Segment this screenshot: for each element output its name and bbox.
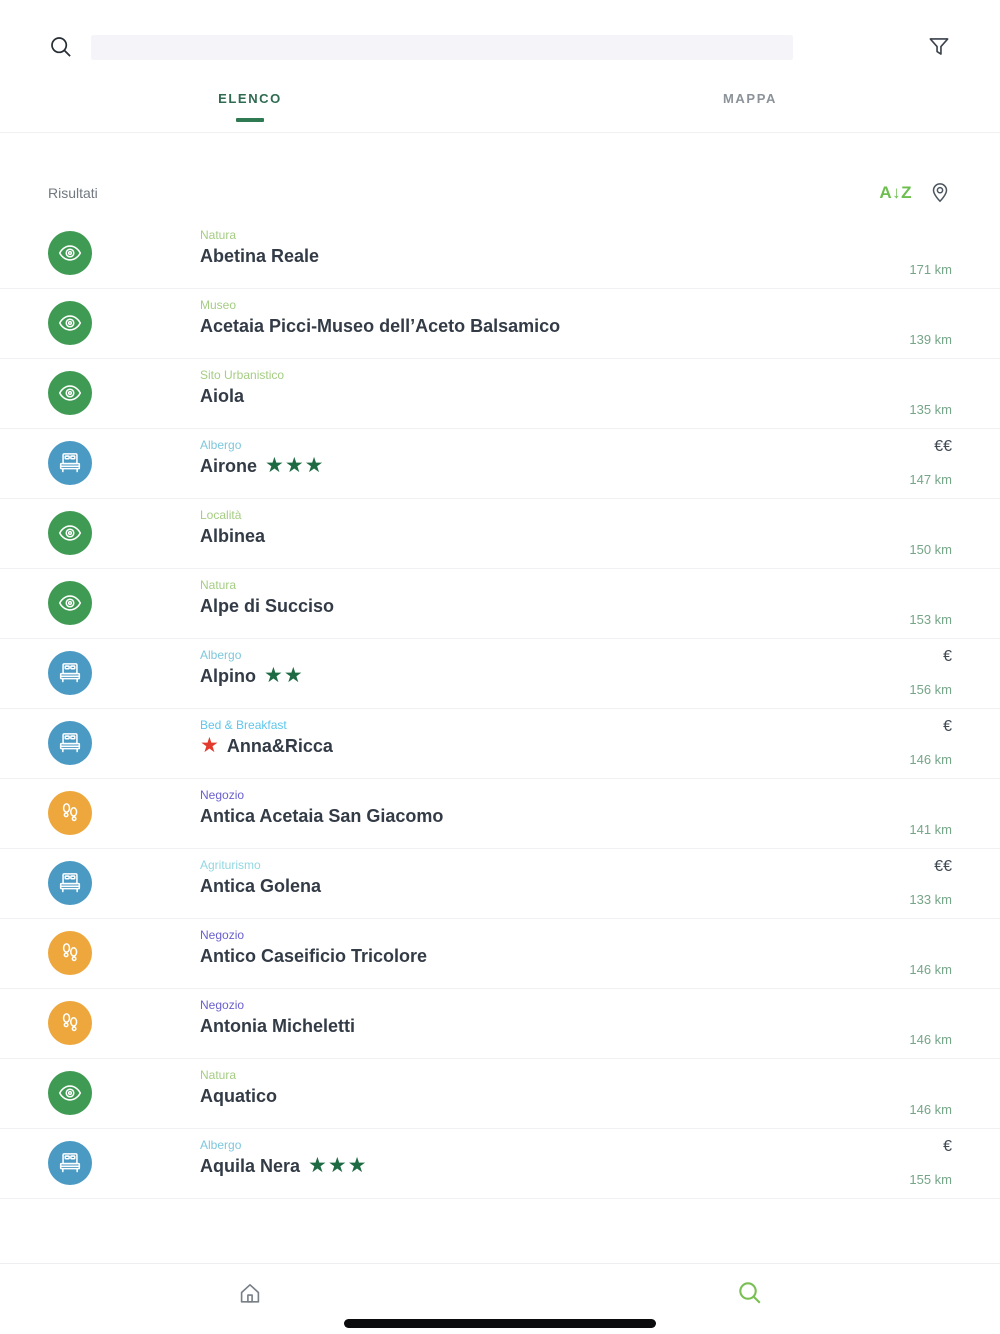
item-name: Antonia Micheletti [200, 1016, 356, 1036]
category-icon [48, 581, 92, 625]
list-item[interactable] [0, 989, 1000, 1059]
category-icon [48, 441, 92, 485]
category-icon [48, 511, 92, 555]
search-bar [0, 0, 1000, 60]
item-distance: 153 km [909, 612, 952, 627]
item-category: Agriturismo [200, 858, 261, 872]
item-distance: 141 km [909, 822, 952, 837]
item-distance: 135 km [909, 402, 952, 417]
bottom-nav [0, 1263, 1000, 1334]
item-name: Airone [200, 456, 258, 476]
item-distance: 139 km [909, 332, 952, 347]
item-name: Antico Caseificio Tricolore [200, 946, 428, 966]
item-category: Negozio [200, 928, 245, 942]
item-name: Alpe di Succiso [200, 596, 335, 616]
tab-mappa[interactable] [500, 91, 1000, 132]
category-icon [48, 721, 92, 765]
search-icon[interactable] [48, 34, 74, 60]
filter-button[interactable] [926, 34, 952, 60]
item-name: Anna&Ricca [226, 736, 333, 756]
item-distance: 133 km [909, 892, 952, 907]
locate-button[interactable] [928, 181, 952, 205]
list-item[interactable] [0, 639, 1000, 709]
category-icon [48, 231, 92, 275]
item-category: Natura [200, 578, 237, 592]
category-icon [48, 861, 92, 905]
tab-elenco-label: ELENCO [218, 91, 282, 106]
item-name: Aiola [200, 386, 245, 406]
filter-funnel-icon [926, 34, 952, 60]
list-item[interactable] [0, 219, 1000, 289]
item-distance: 146 km [909, 1102, 952, 1117]
category-icon [48, 1141, 92, 1185]
item-category: Albergo [200, 1138, 242, 1152]
star-rating: ★★★ [265, 454, 325, 477]
list-item[interactable] [0, 1129, 1000, 1199]
item-distance: 156 km [909, 682, 952, 697]
list-item[interactable] [0, 919, 1000, 989]
red-star-icon: ★ [200, 734, 219, 757]
category-icon [48, 931, 92, 975]
results-actions [879, 181, 952, 205]
item-category: Negozio [200, 788, 245, 802]
header [0, 0, 1000, 133]
tab-active-underline [236, 118, 264, 122]
item-name: Antica Acetaia San Giacomo [200, 806, 444, 826]
search-input[interactable] [91, 35, 793, 60]
star-rating: ★★★ [308, 1154, 368, 1177]
item-price: €€ [934, 438, 952, 455]
item-price: € [943, 718, 952, 735]
item-distance: 147 km [909, 472, 952, 487]
sort-az-button[interactable]: A↓Z [879, 183, 912, 202]
results-bar [0, 133, 1000, 219]
star-rating: ★★ [264, 664, 304, 687]
tab-bar [0, 91, 1000, 132]
location-pin-icon [928, 181, 952, 205]
item-distance: 146 km [909, 752, 952, 767]
item-distance: 146 km [909, 1032, 952, 1047]
item-name: Aquila Nera [200, 1156, 301, 1176]
item-name: Alpino [200, 666, 256, 686]
category-icon [48, 301, 92, 345]
item-category: Sito Urbanistico [200, 368, 285, 382]
item-category: Località [200, 508, 242, 522]
search-icon [736, 1279, 764, 1307]
item-category: Albergo [200, 438, 242, 452]
item-price: € [943, 648, 952, 665]
list-item[interactable] [0, 359, 1000, 429]
item-name: Aquatico [200, 1086, 278, 1106]
item-name: Acetaia Picci-Museo dell’Aceto Balsamico [200, 316, 561, 336]
list-item[interactable] [0, 289, 1000, 359]
home-indicator[interactable] [344, 1319, 656, 1328]
item-name: Albinea [200, 526, 266, 546]
item-category: Natura [200, 228, 237, 242]
category-icon [48, 371, 92, 415]
item-category: Natura [200, 1068, 237, 1082]
home-icon [236, 1279, 264, 1307]
list-item[interactable] [0, 429, 1000, 499]
item-category: Negozio [200, 998, 245, 1012]
list-item[interactable] [0, 499, 1000, 569]
item-category: Museo [200, 298, 237, 312]
list-item[interactable] [0, 569, 1000, 639]
item-distance: 171 km [909, 262, 952, 277]
results-title: Risultati [48, 185, 98, 201]
item-distance: 150 km [909, 542, 952, 557]
list-item[interactable] [0, 709, 1000, 779]
results-list [0, 219, 1000, 1199]
tab-elenco[interactable] [0, 91, 500, 132]
tab-mappa-label: MAPPA [723, 91, 777, 106]
category-icon [48, 791, 92, 835]
item-category: Albergo [200, 648, 242, 662]
item-price: €€ [934, 858, 952, 875]
item-distance: 155 km [909, 1172, 952, 1187]
list-item[interactable] [0, 849, 1000, 919]
item-distance: 146 km [909, 962, 952, 977]
category-icon [48, 1001, 92, 1045]
item-category: Bed & Breakfast [200, 718, 287, 732]
category-icon [48, 1071, 92, 1115]
list-item[interactable] [0, 1059, 1000, 1129]
list-item[interactable] [0, 779, 1000, 849]
category-icon [48, 651, 92, 695]
item-name: Abetina Reale [200, 246, 320, 266]
item-price: € [943, 1138, 952, 1155]
item-name: Antica Golena [200, 876, 322, 896]
